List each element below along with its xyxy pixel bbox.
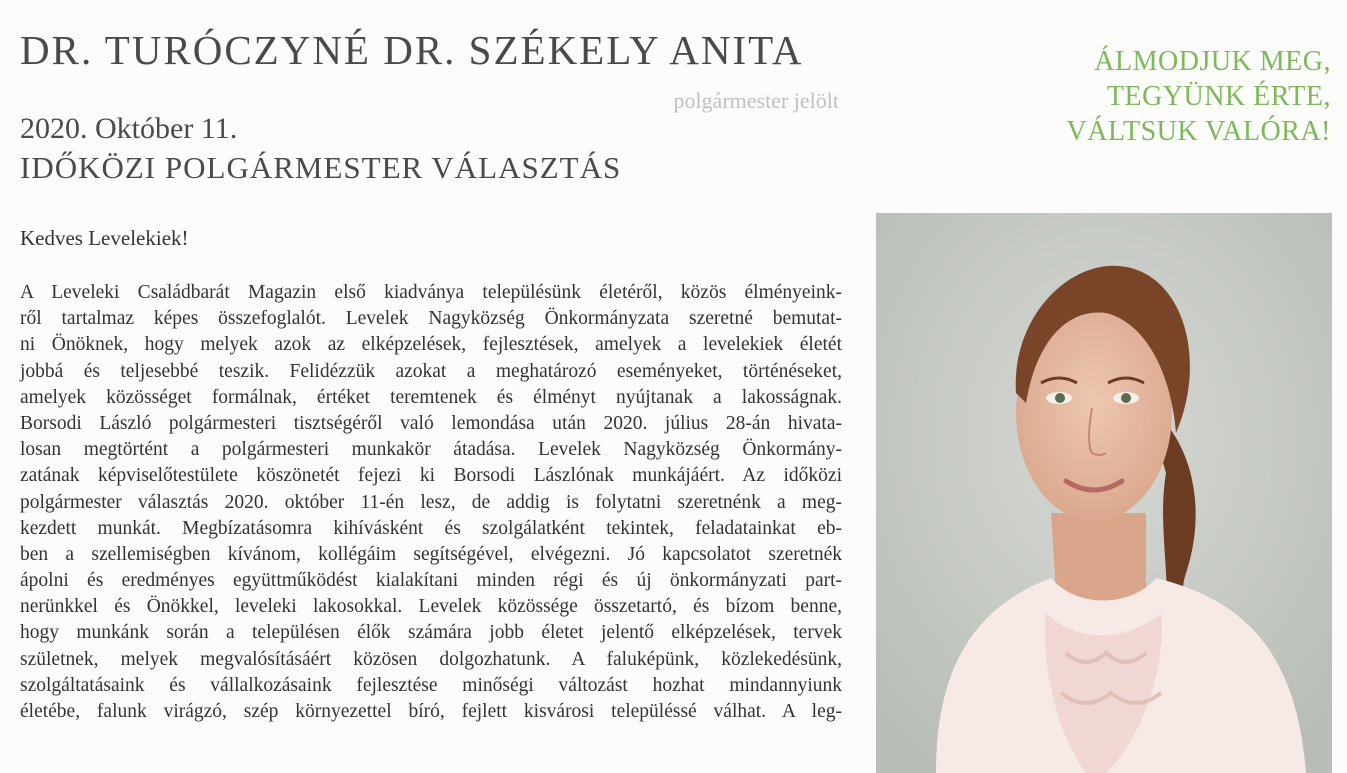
body-line: polgármester választás 2020. október 11-én lesz, de addig is folytatni szeretnénk a meg- bbox=[20, 491, 842, 513]
body-line: életébe, falunk virágzó, szép környezettel bíró, fejlett kisvárosi településsé válhat. A leg- bbox=[20, 701, 842, 722]
body-line: ápolni és eredményes együttműködést kialakítani minden régi és új önkormányzati part- bbox=[20, 570, 842, 592]
body-line: kezdett munkát. Megbízatásomra kihívásként és szolgálatként tekintek, feladatainkat eb- bbox=[20, 517, 842, 539]
greeting: Kedves Levelekiek! bbox=[20, 226, 189, 250]
letter-body bbox=[20, 280, 842, 725]
body-line: zatának képviselőtestülete köszönetét fejezi ki Borsodi Lászlónak munkájáért. Az időközi bbox=[20, 465, 842, 487]
body-line: A Leveleki Családbarát Magazin első kiadványa településünk életéről, közös élményeink- bbox=[20, 282, 842, 303]
body-line: szolgáltatásaink és vállalkozásaink fejlesztése minőségi változást hozhat mindannyiunk bbox=[20, 674, 842, 696]
election-title: IDŐKÖZI POLGÁRMESTER VÁLASZTÁS bbox=[20, 150, 622, 185]
body-line: Borsodi László polgármesteri tisztségéről való lemondása után 2020. július 28-án hivata- bbox=[20, 412, 842, 434]
slogan bbox=[1067, 44, 1331, 149]
portrait-photo-icon bbox=[876, 213, 1332, 773]
body-line: születnek, melyek megvalósításáért közösen dolgozhatunk. A faluképünk, közlekedésünk, bbox=[20, 648, 842, 670]
body-line: jobbá és teljesebbé teszik. Felidézzük azokat a meghatározó eseményeket, történéseket, bbox=[20, 360, 842, 382]
slogan-line: ÁLMODJUK MEG, bbox=[1094, 46, 1331, 77]
body-line: ni Önöknek, hogy melyek azok az elképzelések, fejlesztések, amelyek a levelekiek életét bbox=[20, 334, 842, 356]
candidate-photo bbox=[876, 213, 1332, 773]
candidate-role: polgármester jelölt bbox=[673, 88, 839, 113]
body-line: amelyek közösséget formálnak, értéket teremtenek és élményt nyújtanak a lakosságnak. bbox=[20, 386, 842, 408]
body-line: hogy munkánk során a településen élők számára jobb életet jelentő elképzelések, tervek bbox=[20, 622, 842, 644]
slogan-line: TEGYÜNK ÉRTE, bbox=[1106, 81, 1331, 112]
body-line: ben a szellemiségben kívánom, kollégáim segítségével, elvégezni. Jó kapcsolatot szeretnék bbox=[20, 543, 842, 565]
election-date: 2020. Október 11. bbox=[20, 112, 238, 145]
slogan-line: VÁLTSUK VALÓRA! bbox=[1066, 116, 1331, 147]
body-line: ről tartalmaz képes összefoglalót. Levelek Nagyközség Önkormányzata szeretné bemutat- bbox=[20, 308, 842, 330]
candidate-name: DR. TURÓCZYNÉ DR. SZÉKELY ANITA bbox=[20, 27, 804, 73]
body-line: nerünkkel és Önökkel, leveleki lakosokkal. Levelek közössége összetartó, és bízom benne, bbox=[20, 596, 842, 618]
body-line: losan megtörtént a polgármesteri munkakör átadása. Levelek Nagyközség Önkormány- bbox=[20, 439, 842, 461]
